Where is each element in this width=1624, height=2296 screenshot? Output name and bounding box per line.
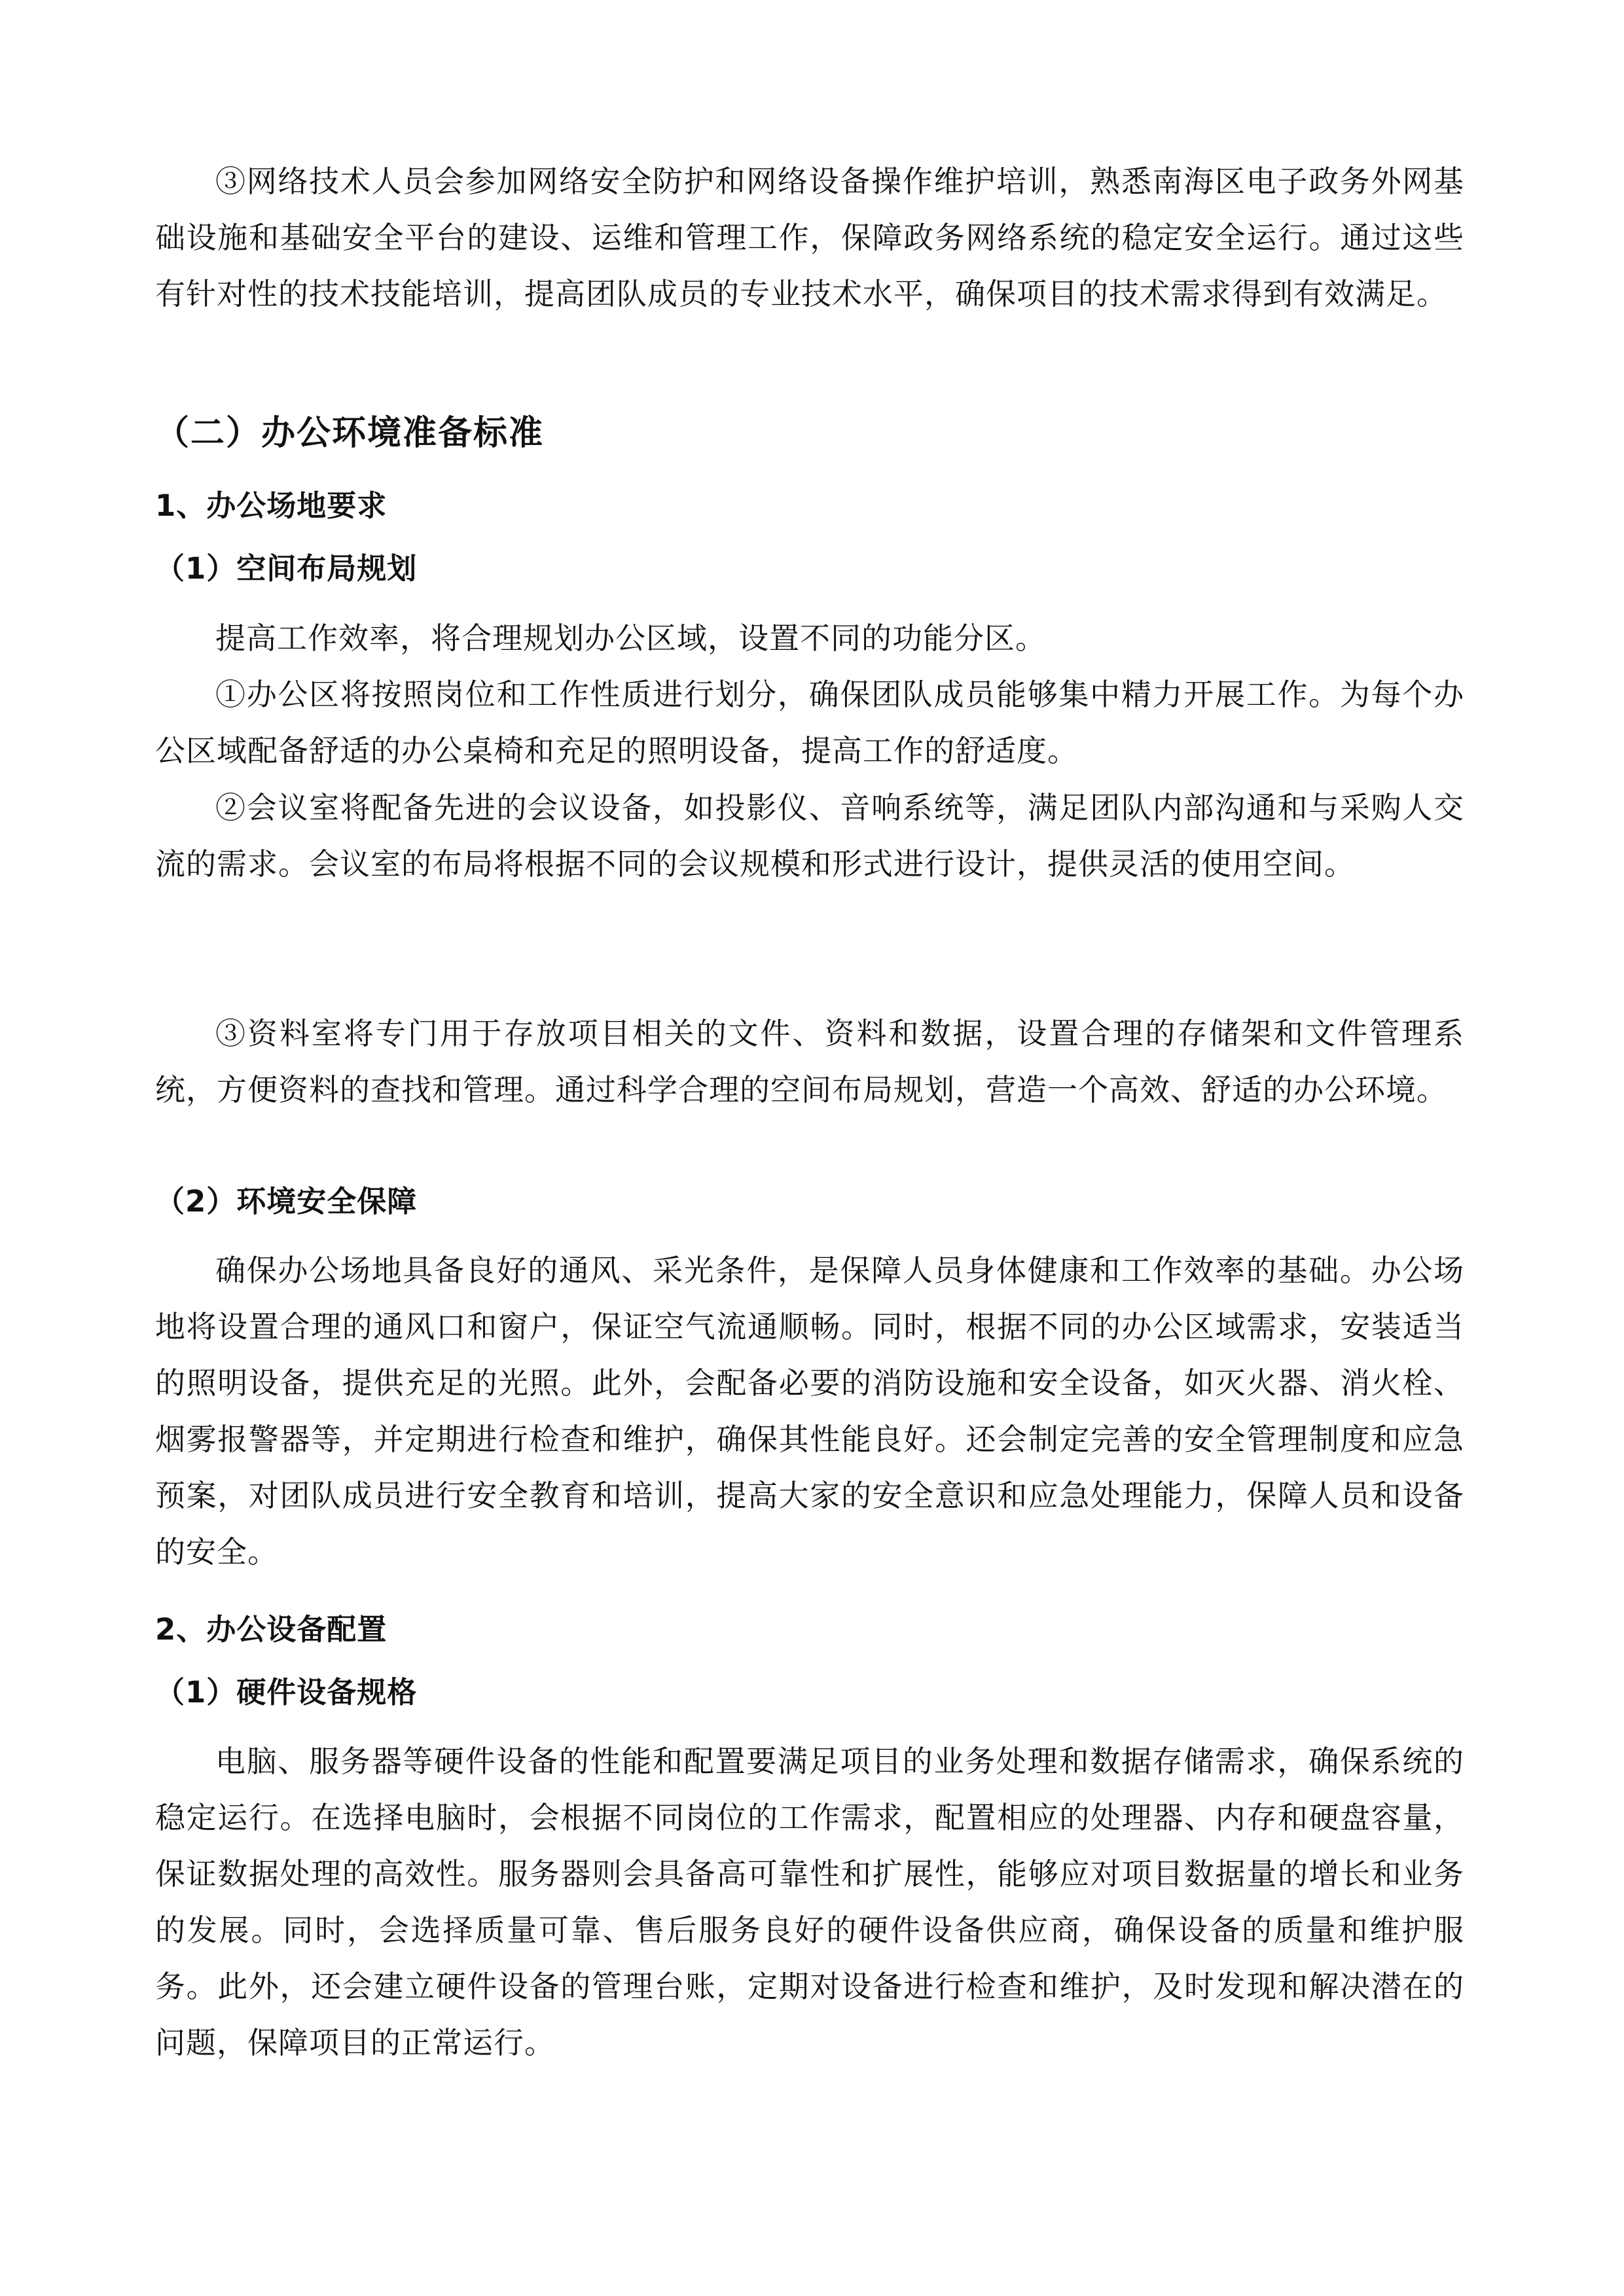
paragraph-archive-room: ③资料室将专门用于存放项目相关的文件、资料和数据，设置合理的存储架和文件管理系统，方便资料的查找和管理。通过科学合理的空间布局规划，营造一个高效、舒适的办公环境。 bbox=[155, 1016, 1464, 1107]
subheading-office-equipment: 2、办公设备配置 bbox=[155, 1612, 388, 1647]
subheading-environment-safety: （2）环境安全保障 bbox=[155, 1184, 418, 1219]
subheading-hardware-specs: （1）硬件设备规格 bbox=[155, 1675, 418, 1710]
paragraph-safety-assurance: 确保办公场地具备良好的通风、采光条件，是保障人员身体健康和工作效率的基础。办公场地将设置合理的通风口和窗户，保证空气流通顺畅。同时，根据不同的办公区域需求，安装适当的照明设备，提供充足的光照。此外，会配备必要的消防设施和安全设备，如灭火器、消火栓、烟雾报警器等，并定期进行检查和维护，确保其性能良好。还会制定完善的安全管理制度和应急预案，对团队成员进行安全教育和培训，提高大家的安全意识和应急处理能力，保障人员和设备的安全。 bbox=[155, 1253, 1464, 1570]
paragraph-layout-intro: 提高工作效率，将合理规划办公区域，设置不同的功能分区。 bbox=[215, 620, 1046, 656]
paragraph-hardware-specs: 电脑、服务器等硬件设备的性能和配置要满足项目的业务处理和数据存储需求，确保系统的稳定运行。在选择电脑时，会根据不同岗位的工作需求，配置相应的处理器、内存和硬盘容量，保证数据处理的高效性。服务器则会具备高可靠性和扩展性，能够应对项目数据量的增长和业务的发展。同时，会选择质量可靠、售后服务良好的硬件设备供应商，确保设备的质量和维护服务。此外，还会建立硬件设备的管理台账，定期对设备进行检查和维护，及时发现和解决潜在的问题，保障项目的正常运行。 bbox=[155, 1744, 1464, 2060]
paragraph-network-training: ③网络技术人员会参加网络安全防护和网络设备操作维护培训，熟悉南海区电子政务外网基础设施和基础安全平台的建设、运维和管理工作，保障政务网络系统的稳定安全运行。通过这些有针对性的技术技能培训，提高团队成员的专业技术水平，确保项目的技术需求得到有效满足。 bbox=[155, 164, 1464, 312]
subheading-office-site-requirements: 1、办公场地要求 bbox=[155, 488, 388, 523]
paragraph-meeting-room: ②会议室将配备先进的会议设备，如投影仪、音响系统等，满足团队内部沟通和与采购人交流的需求。会议室的布局将根据不同的会议规模和形式进行设计，提供灵活的使用空间。 bbox=[155, 790, 1464, 882]
section-heading-office-environment: （二）办公环境准备标准 bbox=[155, 414, 545, 453]
subheading-space-layout-planning: （1）空间布局规划 bbox=[155, 551, 418, 586]
paragraph-office-area: ①办公区将按照岗位和工作性质进行划分，确保团队成员能够集中精力开展工作。为每个办公区域配备舒适的办公桌椅和充足的照明设备，提高工作的舒适度。 bbox=[155, 677, 1464, 768]
